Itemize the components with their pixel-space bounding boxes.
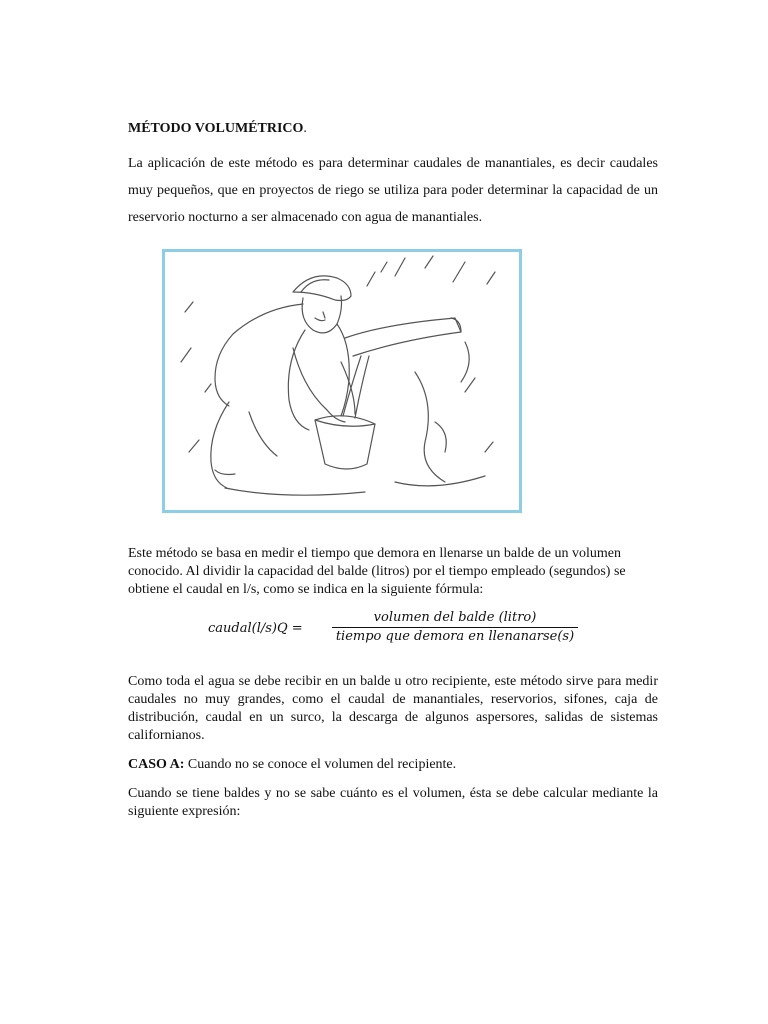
paragraph-method-description: Este método se basa en medir el tiempo que demora en llenarse un balde de un volumen conocido. Al dividir la capacidad del balde (litros) por el tiempo empleado (segundos) se obtiene el caudal en l/s, como se indica en la siguiente fórmula: xyxy=(128,546,626,597)
formula-denominator: tiempo que demora en llenanarse(s) xyxy=(335,629,575,644)
caso-a-label: CASO A: xyxy=(128,757,185,772)
formula-fraction xyxy=(332,610,578,644)
formula-lhs: caudal(l/s)Q = xyxy=(208,621,303,636)
heading-suffix: . xyxy=(303,121,307,136)
intro-paragraph: La aplicación de este método es para determinar caudales de manantiales, es decir caudales muy pequeños, que en proyectos de riego se utiliza para poder determinar la capacidad de un reservorio nocturno a ser almacenado con agua de manantiales. xyxy=(128,156,658,225)
section-heading xyxy=(128,121,307,137)
paragraph-applications: Como toda el agua se debe recibir en un balde u otro recipiente, este método sirve para medir caudales no muy grandes, como el caudal de manantiales, reservorios, sifones, caja de distribución, caudal en un surco, la descarga de algunos aspersores, salidas de sistemas californianos. xyxy=(128,674,658,743)
caso-a-line xyxy=(128,757,456,773)
formula-numerator: volumen del balde (litro) xyxy=(373,610,537,625)
caso-a-text: Cuando no se conoce el volumen del recipiente. xyxy=(184,757,457,772)
illustration-figure xyxy=(162,249,522,513)
man-filling-bucket-illustration xyxy=(165,252,519,510)
heading-title: MÉTODO VOLUMÉTRICO xyxy=(128,121,304,136)
paragraph-volume-unknown: Cuando se tiene baldes y no se sabe cuánto es el volumen, ésta se debe calcular mediante la siguiente expresión: xyxy=(128,786,658,819)
